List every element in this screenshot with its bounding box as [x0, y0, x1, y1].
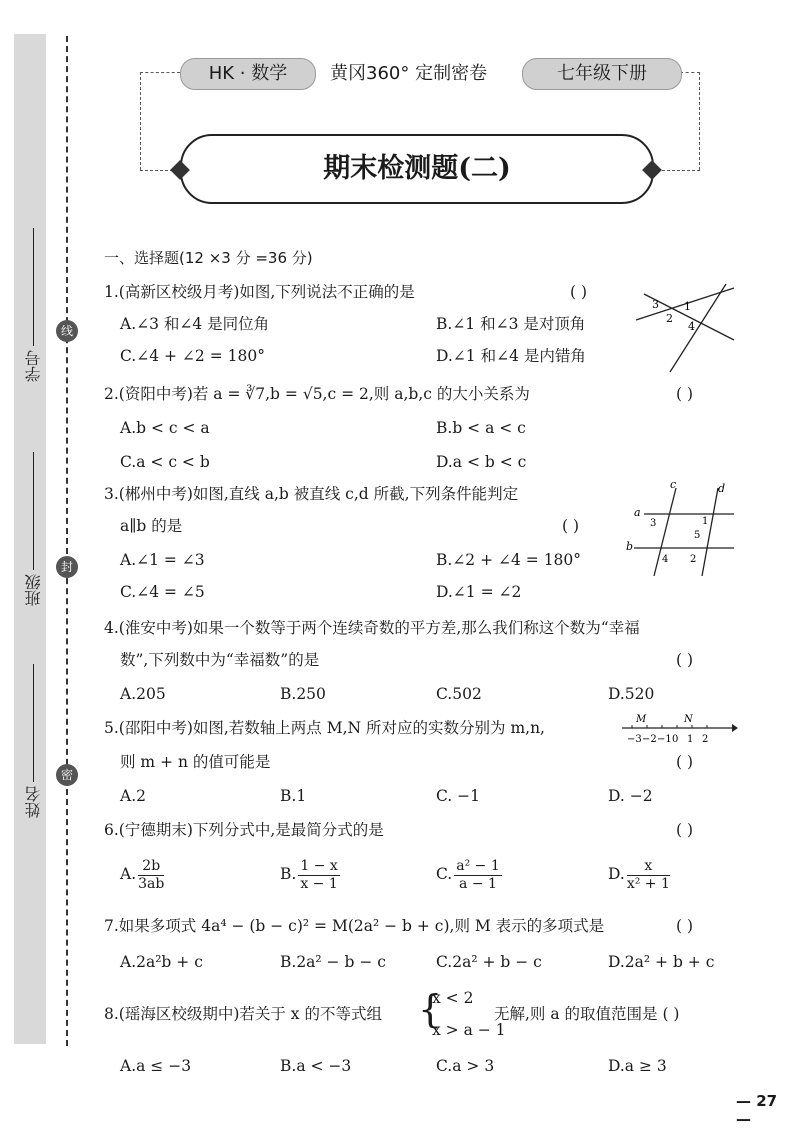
q3-fig-label-a: a [634, 506, 641, 519]
section-heading: 一、选择题(12 ×3 分 =36 分) [104, 249, 313, 267]
q7-option-a: A.2a²b + c [120, 953, 203, 971]
q3-stem-line1: 3.(郴州中考)如图,直线 a,b 被直线 c,d 所截,下列条件能判定 [104, 485, 519, 503]
q5-fig-label-N: N [684, 714, 693, 725]
q6-d-numerator: x [627, 858, 670, 876]
q6-option-d [608, 854, 672, 894]
seal-mi: 密 [56, 764, 78, 786]
q1-option-d: D.∠1 和∠4 是内错角 [436, 347, 586, 365]
q3-fig-label-5: 5 [694, 530, 701, 541]
q1-fig-label-3: 3 [652, 298, 659, 311]
q6-option-b-label: B. [280, 865, 297, 883]
page-number: — 27 — [736, 1092, 778, 1128]
xingming-line [33, 664, 34, 782]
grade-badge: 七年级下册 [522, 58, 682, 90]
label-banji: 班级 [24, 574, 43, 606]
q6-c-denominator: a − 1 [459, 875, 497, 892]
q5-option-d: D. −2 [608, 787, 653, 805]
q3-option-a: A.∠1 = ∠3 [120, 551, 205, 569]
q1-option-c: C.∠4 + ∠2 = 180° [120, 347, 265, 365]
q2-stem: 2.(资阳中考)若 a = ∛7,b = √5,c = 2,则 a,b,c 的大小关系为 [104, 385, 530, 403]
q5-option-c: C. −1 [436, 787, 481, 805]
seal-feng: 封 [56, 556, 78, 578]
q5-number-line [618, 710, 738, 750]
q3-stem-line2: a∥b 的是 [120, 517, 183, 535]
q6-a-numerator: 2b [138, 858, 164, 876]
q8-system-line2: x > a − 1 [432, 1021, 506, 1039]
q6-d-denominator: x² + 1 [626, 875, 670, 892]
q6-stem: 6.(宁德期末)下列分式中,是最简分式的是 [104, 821, 384, 839]
q4-answer-paren: ( ) [676, 651, 694, 669]
q6-option-c-label: C. [436, 865, 453, 883]
seal-xian: 线 [56, 320, 78, 342]
q8-option-d: D.a ≥ 3 [608, 1057, 667, 1075]
q1-option-a: A.∠3 和∠4 是同位角 [120, 315, 270, 333]
q8-brace: { [418, 987, 443, 1031]
label-xuehao: 学号 [24, 350, 43, 382]
q5-stem-line1: 5.(邵阳中考)如图,若数轴上两点 M,N 所对应的实数分别为 m,n, [104, 719, 545, 737]
q5-tick-label: −3 [627, 734, 642, 745]
q4-option-a: A.205 [120, 685, 166, 703]
q1-stem: 1.(高新区校级月考)如图,下列说法不正确的是 [104, 283, 415, 301]
q3-figure [620, 480, 740, 580]
q2-option-b: B.b < a < c [436, 419, 526, 437]
q1-fig-label-4: 4 [688, 320, 695, 333]
q5-tick-label: 2 [702, 734, 709, 745]
xuehao-line [33, 228, 34, 346]
header-dash-vr [699, 72, 700, 170]
q7-stem: 7.如果多项式 4a⁴ − (b − c)² = M(2a² − b + c),则 M 表示的多项式是 [104, 917, 605, 935]
q2-option-a: A.b < c < a [120, 419, 210, 437]
q6-option-c [436, 854, 504, 894]
q3-answer-paren: ( ) [562, 517, 580, 535]
q1-answer-paren: ( ) [570, 283, 588, 301]
title-box [180, 134, 654, 204]
q3-fig-label-b: b [626, 540, 634, 553]
header-dash-vl [140, 72, 141, 170]
q5-option-a: A.2 [120, 787, 146, 805]
cut-line [66, 36, 68, 1046]
q5-option-b: B.1 [280, 787, 307, 805]
q1-option-b: B.∠1 和∠3 是对顶角 [436, 315, 586, 333]
q3-fig-label-3: 3 [650, 518, 657, 529]
q3-fig-label-c: c [670, 480, 677, 491]
q6-option-d-label: D. [608, 865, 625, 883]
q5-tick-label: 0 [672, 734, 679, 745]
q3-option-c: C.∠4 = ∠5 [120, 583, 205, 601]
q1-fig-label-1: 1 [684, 300, 691, 313]
q6-b-denominator: x − 1 [300, 875, 338, 892]
q7-option-d: D.2a² + b + c [608, 953, 715, 971]
q8-stem-line1: 8.(瑶海区校级期中)若关于 x 的不等式组 [104, 1005, 382, 1023]
q1-figure [630, 280, 740, 375]
q6-b-numerator: 1 − x [300, 857, 338, 874]
q5-tick-label: 1 [687, 734, 694, 745]
q3-fig-label-2: 2 [690, 554, 697, 565]
q3-fig-label-4: 4 [662, 554, 669, 565]
q6-a-denominator: 3ab [138, 875, 165, 892]
q3-fig-label-d: d [718, 482, 726, 495]
q4-option-d: D.520 [608, 685, 655, 703]
q7-option-b: B.2a² − b − c [280, 953, 386, 971]
q5-answer-paren: ( ) [676, 753, 694, 771]
q1-fig-label-2: 2 [666, 312, 673, 325]
binding-strip [14, 34, 46, 1044]
q4-option-b: B.250 [280, 685, 326, 703]
q2-answer-paren: ( ) [676, 385, 694, 403]
q6-option-b [280, 854, 342, 894]
header-dash-left [140, 72, 180, 73]
q4-stem-line1: 4.(淮安中考)如果一个数等于两个连续奇数的平方差,那么我们称这个数为“幸福 [104, 619, 640, 637]
q6-option-a [120, 854, 166, 894]
q5-stem-line2: 则 m + n 的值可能是 [120, 753, 271, 771]
q3-option-d: D.∠1 = ∠2 [436, 583, 522, 601]
q2-option-d: D.a < b < c [436, 453, 527, 471]
q6-answer-paren: ( ) [676, 821, 694, 839]
q8-option-c: C.a > 3 [436, 1057, 495, 1075]
q3-fig-label-1: 1 [702, 516, 709, 527]
q5-fig-label-M: M [636, 714, 647, 725]
q7-option-c: C.2a² + b − c [436, 953, 542, 971]
q7-answer-paren: ( ) [676, 917, 694, 935]
q2-option-c: C.a < c < b [120, 453, 210, 471]
q6-c-numerator: a² − 1 [456, 857, 500, 874]
q8-system-line1: x < 2 [432, 989, 474, 1007]
q5-tick-label: −1 [657, 734, 672, 745]
q8-stem-line2: 无解,则 a 的取值范围是 ( ) [494, 1005, 680, 1023]
q4-option-c: C.502 [436, 685, 482, 703]
q8-option-a: A.a ≤ −3 [120, 1057, 192, 1075]
q4-stem-line2: 数”,下列数中为“幸福数”的是 [120, 651, 320, 669]
page-title: 期末检测题(二) [323, 153, 511, 184]
subject-badge: HK · 数学 [180, 58, 316, 90]
series-name: 黄冈360° 定制密卷 [330, 63, 488, 84]
label-xingming: 姓名 [24, 786, 43, 818]
header-dash-right [680, 72, 700, 73]
banji-line [33, 452, 34, 570]
q6-option-a-label: A. [120, 865, 137, 883]
q8-option-b: B.a < −3 [280, 1057, 352, 1075]
q5-tick-label: −2 [642, 734, 657, 745]
q3-option-b: B.∠2 + ∠4 = 180° [436, 551, 582, 569]
